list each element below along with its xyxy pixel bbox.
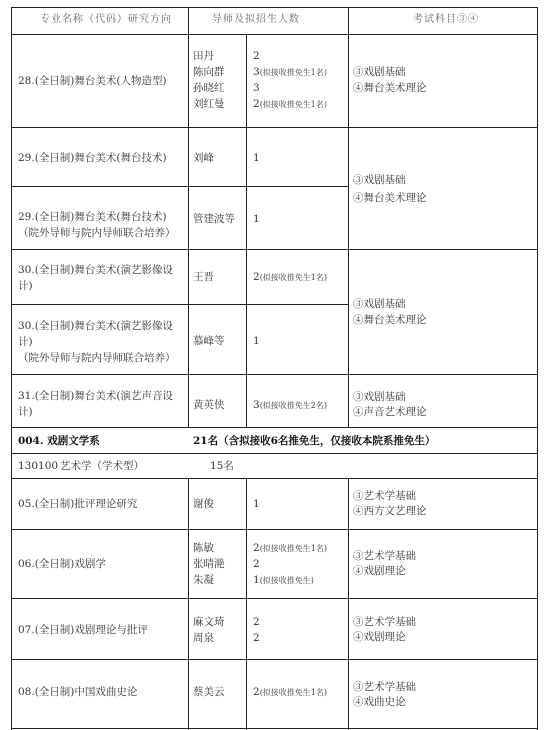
row-divider (11, 427, 538, 428)
row-divider (11, 659, 538, 660)
row-07-count: 2 (253, 616, 260, 628)
row-divider (11, 249, 538, 250)
table-border-right (537, 7, 538, 730)
row-divider (11, 598, 538, 599)
header-mentors: 导师及拟招生人数 (212, 14, 300, 25)
major-code: 130100 (18, 460, 59, 472)
row-05-exam: ③艺术学基础 (353, 490, 416, 502)
col-divider-exam (348, 478, 349, 730)
row-29b-mentor: 管建波等 (193, 213, 235, 225)
row-28-mentor: 陈向群 (193, 66, 225, 78)
table-border-left (11, 7, 12, 730)
row-30b-count: 1 (253, 335, 260, 347)
row-divider (11, 304, 348, 305)
row-06-count: 2(拟接收推免生1名) (253, 542, 328, 554)
header-name: 专业名称（代码）研究方向 (40, 14, 172, 25)
col-divider-mentor (246, 34, 247, 427)
row-30-exam: ③戏剧基础 (353, 298, 406, 310)
row-28-count: 3 (253, 82, 260, 94)
row-28-exam: ④舞台美术理论 (353, 82, 427, 94)
row-30b-name: 30.(全日制)舞台美术(演艺影像设 (18, 320, 173, 332)
row-29b-count: 1 (253, 213, 260, 225)
department-name: 004. 戏剧文学系 (18, 435, 100, 447)
row-29b-name: （院外导师与院内导师联合培养） (18, 227, 176, 239)
col-divider-name (188, 7, 189, 427)
row-divider (11, 728, 538, 729)
row-30a-name: 30.(全日制)舞台美术(演艺影像设 (18, 264, 173, 276)
row-07-exam: ③艺术学基础 (353, 616, 416, 628)
row-06-exam: ④戏剧理论 (353, 565, 406, 577)
row-31-mentor: 黄英侠 (193, 399, 225, 411)
row-30a-count: 2(拟接收推免生1名) (253, 271, 328, 283)
major-name: 艺术学（学术型） (60, 460, 144, 472)
row-31-name: 计) (18, 406, 33, 418)
row-31-count: 3(拟接收推免生2名) (253, 399, 328, 411)
row-divider (11, 127, 538, 128)
row-07-count: 2 (253, 632, 260, 644)
row-28-count: 2(拟接收推免生1名) (253, 98, 328, 110)
row-28-count: 3(拟接收推免生1名) (253, 66, 328, 78)
row-divider (11, 374, 538, 375)
row-28-exam: ③戏剧基础 (353, 66, 406, 78)
row-divider (11, 453, 538, 454)
row-07-exam: ④戏剧理论 (353, 631, 406, 643)
row-28-mentor: 田丹 (193, 50, 214, 62)
row-30b-name: 计) (18, 336, 33, 348)
row-31-exam: ③戏剧基础 (353, 391, 406, 403)
row-29-exam: ④舞台美术理论 (353, 192, 427, 204)
row-31-name: 31.(全日制)舞台美术(演艺声音设 (18, 390, 173, 402)
row-30-exam: ④舞台美术理论 (353, 314, 427, 326)
row-29a-name: 29.(全日制)舞台美术(舞台技术) (18, 152, 167, 164)
row-30a-name: 计) (18, 280, 33, 292)
row-divider (11, 529, 538, 530)
row-06-mentor: 陈敏 (193, 542, 214, 554)
col-divider-exam (348, 7, 349, 427)
row-08-name: 08.(全日制)中国戏曲史论 (18, 686, 138, 698)
table-border-top (11, 7, 538, 8)
col-divider-mentor (246, 478, 247, 730)
row-28-count: 2 (253, 50, 260, 62)
row-06-exam: ③艺术学基础 (353, 550, 416, 562)
row-07-mentor: 周泉 (193, 632, 214, 644)
row-08-count: 2(拟接收推免生1名) (253, 686, 328, 698)
row-30b-name: （院外导师与院内导师联合培养） (18, 352, 176, 364)
row-08-mentor: 蔡美云 (193, 686, 225, 698)
row-06-name: 06.(全日制)戏剧学 (18, 558, 106, 570)
row-07-mentor: 麻文琦 (193, 616, 225, 628)
header-exams: 考试科目③④ (413, 14, 479, 25)
row-divider (11, 478, 538, 479)
row-05-exam: ④西方文艺理论 (353, 505, 427, 517)
row-29a-mentor: 刘峰 (193, 152, 214, 164)
row-06-mentor: 张晴滟 (193, 558, 225, 570)
header-divider (11, 34, 538, 35)
row-07-name: 07.(全日制)戏剧理论与批评 (18, 624, 148, 636)
row-31-exam: ④声音艺术理论 (353, 406, 427, 418)
row-05-count: 1 (253, 498, 260, 510)
row-28-mentor: 刘红曼 (193, 98, 225, 110)
row-05-mentor: 谢俊 (193, 498, 214, 510)
row-06-mentor: 朱凝 (193, 574, 214, 586)
row-08-exam: ④戏曲史论 (353, 696, 406, 708)
row-08-exam: ③艺术学基础 (353, 681, 416, 693)
row-05-name: 05.(全日制)批评理论研究 (18, 498, 138, 510)
row-06-count: 2 (253, 558, 260, 570)
row-28-mentor: 孙晓红 (193, 82, 225, 94)
col-divider-name (188, 478, 189, 730)
department-quota: 21名（含拟接收6名推免生，仅接收本院系推免生） (193, 435, 436, 447)
row-29a-count: 1 (253, 152, 260, 164)
row-30b-mentor: 慕峰等 (193, 335, 225, 347)
row-29b-name: 29.(全日制)舞台美术(舞台技术) (18, 211, 167, 223)
row-28-name: 28.(全日制)舞台美术(人物造型) (18, 75, 167, 87)
major-quota: 15名 (210, 460, 234, 472)
row-divider (11, 186, 348, 187)
row-30a-mentor: 王晋 (193, 271, 214, 283)
row-29-exam: ③戏剧基础 (353, 174, 406, 186)
row-06-count: 1(拟接收推免生) (253, 574, 314, 586)
